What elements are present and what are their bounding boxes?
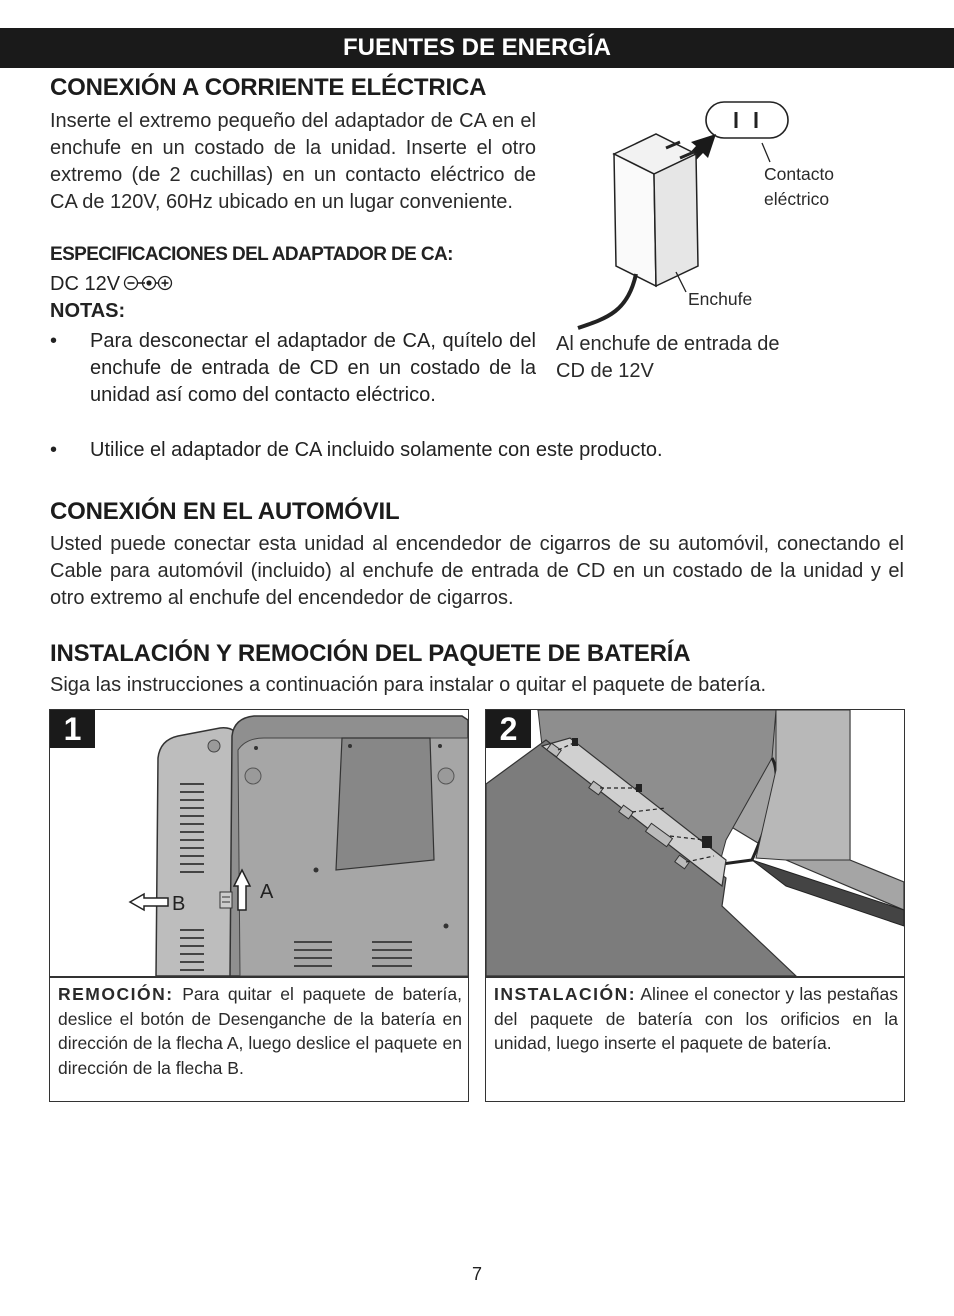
note-bullet-2 xyxy=(50,437,850,465)
installation-panel xyxy=(485,709,905,1102)
arrow-a-label: A xyxy=(260,881,274,903)
outlet-label-line2: eléctrico xyxy=(764,189,830,209)
installation-caption-title: INSTALACIÓN: xyxy=(494,984,637,1004)
section-banner: FUENTES DE ENERGÍA xyxy=(0,28,954,68)
car-connection-title: CONEXIÓN EN EL AUTOMÓVIL xyxy=(50,498,400,525)
ac-connection-body: Inserte el extremo pequeño del adaptador de CA en el enchufe en un costado de la unidad. Inserte el otro extremo (de 2 cuchillas) en un contacto eléctrico de CA de 120V, 60Hz ubicado en un lugar conveniente. xyxy=(50,110,536,213)
adapter-spec-voltage: DC 12V xyxy=(50,273,121,295)
installation-caption-body: Alinee el conector y las pestañas del paquete de batería con los orificios en la unidad, luego inserte el paquete de batería. xyxy=(494,984,898,1053)
note-bullet-1-text: Para desconectar el adaptador de CA, quítelo del enchufe de entrada de CD en un costado de la unidad así como del contacto eléctrico. xyxy=(90,330,536,406)
battery-title: INSTALACIÓN Y REMOCIÓN DEL PAQUETE DE BATERÍA xyxy=(50,640,691,667)
adapter-diagram xyxy=(548,96,848,386)
wall-outlet-icon xyxy=(706,102,788,138)
removal-illustration xyxy=(50,710,468,976)
removal-caption xyxy=(58,982,462,1080)
note-bullet-2-text: Utilice el adaptador de CA incluido solamente con este producto. xyxy=(90,439,663,461)
notes-title: NOTAS: xyxy=(50,300,126,322)
panel-divider xyxy=(50,976,468,978)
step-number-1: 1 xyxy=(50,710,95,748)
dc-input-label-line2: CD de 12V xyxy=(556,360,654,382)
ac-connection-title: CONEXIÓN A CORRIENTE ELÉCTRICA xyxy=(50,74,487,101)
battery-intro: Siga las instrucciones a continuación para instalar o quitar el paquete de batería. xyxy=(50,674,767,696)
adapter-front xyxy=(614,154,656,286)
outlet-label-line1: Contacto xyxy=(764,164,835,184)
removal-caption-body: Para quitar el paquete de batería, deslice el botón de Desenganche de la batería en dirección de la flecha A, luego deslice el paquete en dirección de la flecha B. xyxy=(58,984,462,1078)
page-number: 7 xyxy=(471,1264,482,1284)
step-number-2: 2 xyxy=(486,710,531,748)
installation-illustration xyxy=(486,710,904,976)
adapter-cable xyxy=(578,274,636,328)
adapter-side xyxy=(654,154,698,286)
adapter-spec-title: ESPECIFICACIONES DEL ADAPTADOR DE CA: xyxy=(50,244,453,265)
note-bullet-1 xyxy=(50,328,540,436)
dc-polarity-icon xyxy=(123,274,173,292)
installation-caption xyxy=(494,982,898,1056)
removal-caption-title: REMOCIÓN: xyxy=(58,984,174,1004)
arrow-b-label: B xyxy=(172,893,186,915)
dc-input-label-line1: Al enchufe de entrada de xyxy=(556,333,780,355)
bullet-dot: • xyxy=(50,439,58,461)
bullet-dot: • xyxy=(50,330,58,352)
panel-divider xyxy=(486,976,904,978)
adapter-spec-value xyxy=(50,273,173,296)
car-connection-body: Usted puede conectar esta unidad al encendedor de cigarros de su automóvil, conectando el Cable para automóvil (incluido) al enchufe de entrada de CD en un costado de la unidad y el otro extremo al enchufe del encendedor de cigarros. xyxy=(50,533,904,609)
removal-panel xyxy=(49,709,469,1102)
plug-label: Enchufe xyxy=(688,289,753,309)
